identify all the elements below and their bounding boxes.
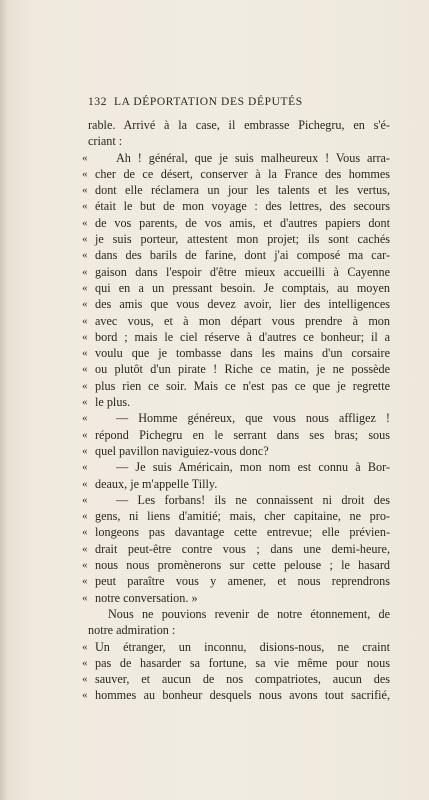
quote-mark: « xyxy=(82,412,88,425)
quote-mark: « xyxy=(82,216,88,229)
text-line xyxy=(72,394,390,410)
text-line xyxy=(72,296,390,312)
page-body-text xyxy=(72,117,390,704)
quote-mark: « xyxy=(82,656,88,669)
line-text: de vos parents, de vos amis, et d'autres papiers dont xyxy=(95,215,390,230)
quote-mark: « xyxy=(82,461,88,474)
text-line xyxy=(72,557,390,573)
text-line xyxy=(72,410,390,426)
line-text: sauver, et aucun de nos compatriotes, aucun des xyxy=(95,672,390,687)
line-text: Ah ! général, que je suis malheureux ! Vous arra- xyxy=(116,150,390,165)
line-text: bord ; mais le ciel réserve à d'autres ce bonheur; il a xyxy=(95,329,390,344)
line-text: cher de ce désert, conserver à la France des hommes xyxy=(95,166,390,181)
text-line xyxy=(72,476,390,492)
text-line xyxy=(72,622,390,638)
quote-mark: « xyxy=(82,640,88,653)
text-line xyxy=(72,492,390,508)
quote-mark: « xyxy=(82,493,88,506)
quote-mark: « xyxy=(82,575,88,588)
quote-mark: « xyxy=(82,249,88,262)
line-text: notre conversation. » xyxy=(95,590,198,605)
line-text: avec vous, et à mon départ vous prendre à mon xyxy=(95,313,390,328)
text-line xyxy=(72,182,390,198)
line-text: plus rien ce soir. Mais ce n'est pas ce que je regrette xyxy=(95,378,390,393)
quote-mark: « xyxy=(82,559,88,572)
quote-mark: « xyxy=(82,347,88,360)
text-line xyxy=(72,671,390,687)
line-text: Un étranger, un inconnu, disions-nous, ne craint xyxy=(95,639,390,654)
line-text: — Les forbans! ils ne connaissent ni droit des xyxy=(116,492,390,507)
line-text: criant : xyxy=(88,134,123,149)
text-line xyxy=(72,427,390,443)
text-line xyxy=(72,508,390,524)
text-line xyxy=(72,329,390,345)
quote-mark: « xyxy=(82,265,88,278)
line-text: gens, ni liens d'amitié; mais, cher capitaine, ne pro- xyxy=(95,509,390,524)
line-text: quel pavillon naviguiez-vous donc? xyxy=(95,443,269,458)
text-line xyxy=(72,198,390,214)
text-line xyxy=(72,150,390,166)
page-number: 132 xyxy=(88,96,108,108)
line-text: qui en a un pressant besoin. Je comptais, au moyen xyxy=(95,280,390,295)
text-line xyxy=(72,133,390,149)
quote-mark: « xyxy=(82,477,88,490)
line-text: était le but de mon voyage : des lettres, des secours xyxy=(95,199,390,214)
quote-mark: « xyxy=(82,526,88,539)
quote-mark: « xyxy=(82,396,88,409)
text-line xyxy=(72,590,390,606)
text-line xyxy=(72,345,390,361)
text-line xyxy=(72,166,390,182)
text-line xyxy=(72,655,390,671)
text-line xyxy=(72,280,390,296)
line-text: Nous ne pouvions revenir de notre étonnement, de xyxy=(108,606,390,621)
text-line xyxy=(72,264,390,280)
line-text: des amis que vous devez avoir, lier des intelligences xyxy=(95,297,390,312)
quote-mark: « xyxy=(82,444,88,457)
line-text: pas de hasarder sa fortune, sa vie même pour nous xyxy=(95,655,390,670)
line-text: dont elle réclamera un jour les talents et les vertus, xyxy=(95,183,390,198)
text-line xyxy=(72,639,390,655)
quote-mark: « xyxy=(82,184,88,197)
text-line xyxy=(72,313,390,329)
page-gutter-shadow xyxy=(0,0,8,800)
quote-mark: « xyxy=(82,542,88,555)
line-text: je suis porteur, attestent mon projet; ils sont cachés xyxy=(95,232,390,247)
quote-mark: « xyxy=(82,200,88,213)
line-text: gaison dans l'espoir d'être mieux accueilli à Cayenne xyxy=(95,264,390,279)
line-text: répond Pichegru en le serrant dans ses bras; sous xyxy=(95,427,390,442)
quote-mark: « xyxy=(82,379,88,392)
text-line xyxy=(72,378,390,394)
text-line xyxy=(72,215,390,231)
line-text: notre admiration : xyxy=(88,623,176,638)
quote-mark: « xyxy=(82,510,88,523)
quote-mark: « xyxy=(82,591,88,604)
quote-mark: « xyxy=(82,330,88,343)
line-text: peut paraître vous y amener, et nous reprendrons xyxy=(95,574,390,589)
text-line xyxy=(72,606,390,622)
quote-mark: « xyxy=(82,673,88,686)
line-text: ou plutôt d'un pirate ! Riche ce matin, je ne possède xyxy=(95,362,390,377)
quote-mark: « xyxy=(82,298,88,311)
text-line xyxy=(72,573,390,589)
line-text: longeons pas davantage cette entrevue; elle prévien- xyxy=(95,525,390,540)
text-line xyxy=(72,541,390,557)
quote-mark: « xyxy=(82,314,88,327)
line-text: rable. Arrivé à la case, il embrasse Pichegru, en s'é- xyxy=(88,118,390,132)
line-text: le plus. xyxy=(95,395,131,410)
text-line xyxy=(72,524,390,540)
quote-mark: « xyxy=(82,167,88,180)
line-text: — Homme généreux, que vous nous affligez ! xyxy=(116,411,390,426)
line-text: voulu que je tombasse dans les mains d'un corsaire xyxy=(95,346,390,361)
text-line xyxy=(72,687,390,703)
text-line xyxy=(72,443,390,459)
quote-mark: « xyxy=(82,428,88,441)
quote-mark: « xyxy=(82,689,88,702)
text-line xyxy=(72,459,390,475)
line-text: hommes au bonheur desquels nous avons tout sacrifié, xyxy=(95,688,390,703)
running-title: LA DÉPORTATION DES DÉPUTÉS xyxy=(114,96,303,108)
quote-mark: « xyxy=(82,151,88,164)
text-line xyxy=(72,247,390,263)
text-line xyxy=(72,231,390,247)
line-text: dans des barils de farine, dont j'ai composé ma car- xyxy=(95,248,390,263)
quote-mark: « xyxy=(82,363,88,376)
line-text: — Je suis Américain, mon nom est connu à Bor- xyxy=(116,460,390,475)
quote-mark: « xyxy=(82,233,88,246)
line-text: deaux, je m'appelle Tilly. xyxy=(95,476,218,491)
line-text: nous nous promènerons sur cette pelouse ; le hasard xyxy=(95,558,390,573)
line-text: drait peut-être contre vous ; dans une demi-heure, xyxy=(95,541,390,556)
text-line xyxy=(72,361,390,377)
quote-mark: « xyxy=(82,281,88,294)
text-line xyxy=(72,117,390,133)
